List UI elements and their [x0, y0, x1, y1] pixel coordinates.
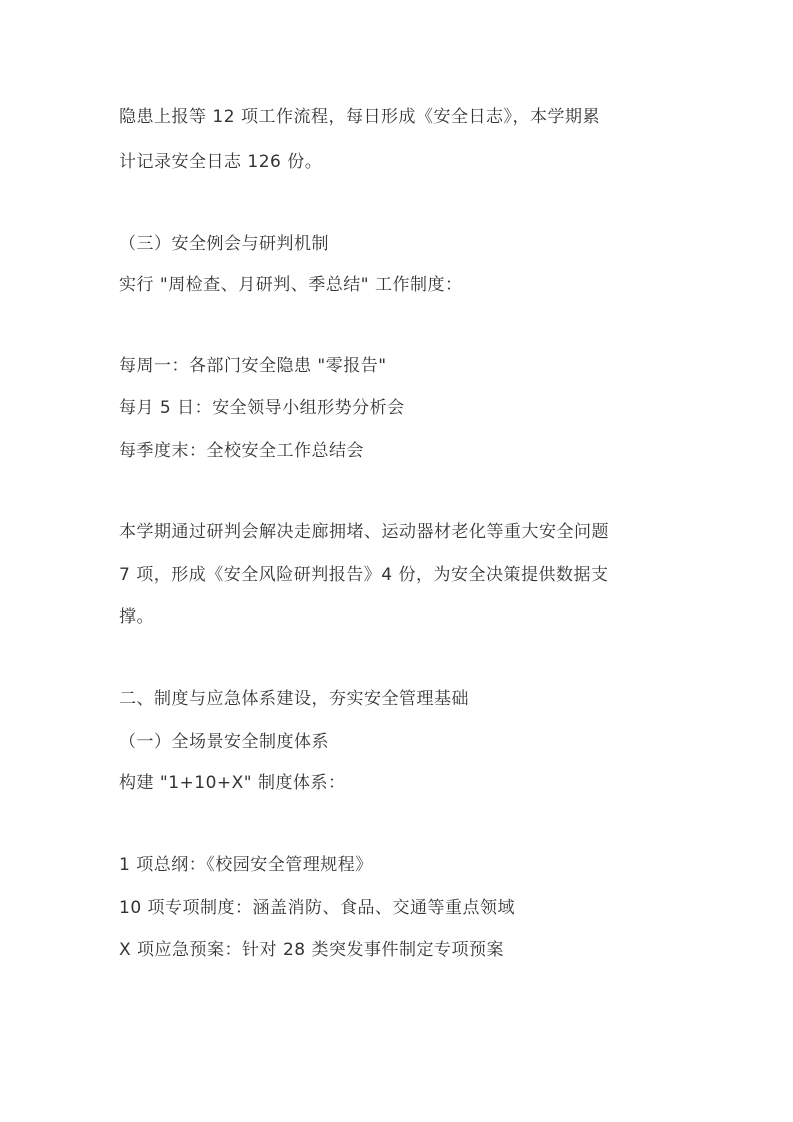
paragraph-line: 计记录安全日志 126 份。 — [119, 152, 323, 172]
list-item: 10 项专项制度：涵盖消防、食品、交通等重点领域 — [119, 898, 516, 918]
list-item: 每月 5 日：安全领导小组形势分析会 — [119, 398, 405, 418]
paragraph-line: 撑。 — [119, 607, 154, 627]
paragraph-line: 实行 "周检查、月研判、季总结" 工作制度： — [119, 275, 463, 295]
list-item: 每周一：各部门安全隐患 "零报告" — [119, 356, 387, 376]
paragraph-line: 本学期通过研判会解决走廊拥堵、运动器材老化等重大安全问题 — [119, 522, 609, 542]
paragraph-line: 构建 "1+10+X" 制度体系： — [119, 773, 346, 793]
list-item: X 项应急预案：针对 28 类突发事件制定专项预案 — [119, 940, 504, 960]
list-item: 1 项总纲：《校园安全管理规程》 — [119, 855, 373, 875]
list-item: 每季度末：全校安全工作总结会 — [119, 441, 364, 461]
section-heading: （一）全场景安全制度体系 — [119, 732, 329, 752]
chapter-heading: 二、制度与应急体系建设，夯实安全管理基础 — [119, 689, 469, 709]
paragraph-line: 隐患上报等 12 项工作流程，每日形成《安全日志》，本学期累 — [119, 107, 600, 127]
section-heading: （三）安全例会与研判机制 — [119, 234, 329, 254]
paragraph-line: 7 项，形成《安全风险研判报告》4 份，为安全决策提供数据支 — [119, 565, 609, 585]
